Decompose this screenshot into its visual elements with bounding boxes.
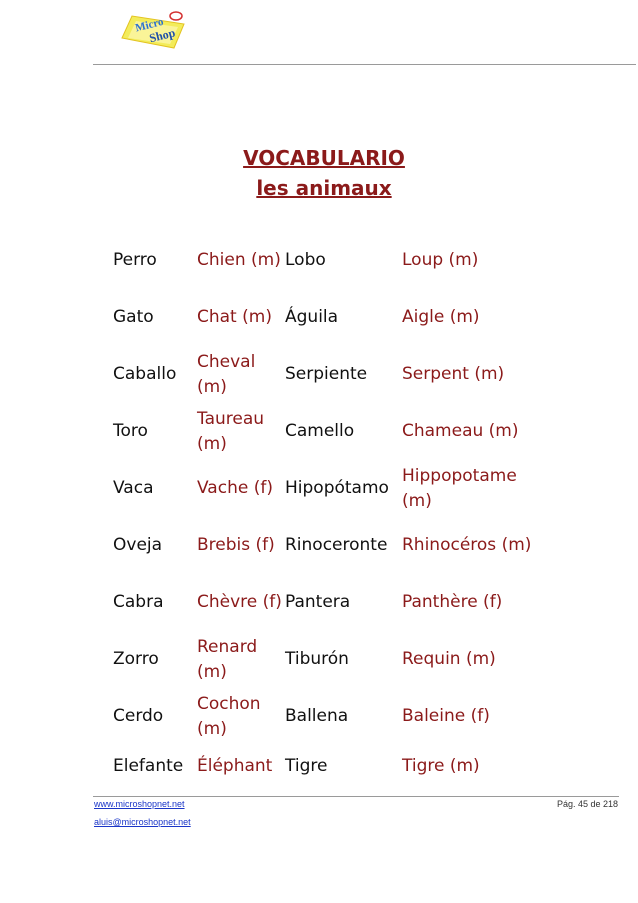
french-word: Panthère (f) (402, 592, 503, 612)
table-row (113, 403, 542, 460)
spanish-word: Águila (285, 307, 339, 327)
page-title: VOCABULARIO (243, 146, 405, 170)
french-word: Chèvre (f) (197, 592, 282, 612)
spanish-word: Caballo (113, 364, 177, 384)
spanish-word: Gato (113, 307, 154, 327)
spanish-word: Camello (285, 421, 355, 441)
table-row (113, 289, 542, 346)
page-subtitle: les animaux (256, 176, 392, 200)
spanish-word: Toro (113, 421, 148, 441)
spanish-word: Tiburón (285, 649, 349, 669)
french-word: Taureau (m) (197, 408, 265, 454)
spanish-word: Vaca (113, 478, 154, 498)
svg-text:Micro: Micro (134, 15, 165, 35)
table-row (113, 460, 542, 517)
table-row (113, 745, 542, 787)
french-word: Renard (m) (197, 636, 258, 682)
spanish-word: Perro (113, 250, 157, 270)
spanish-word: Pantera (285, 592, 351, 612)
french-word: Éléphant (197, 755, 273, 776)
spanish-word: Ballena (285, 706, 349, 726)
french-word: Chien (m) (197, 250, 281, 270)
microshop-logo (118, 8, 188, 52)
spanish-word: Hipopótamo (285, 478, 389, 498)
french-word: Rhinocéros (m) (402, 535, 532, 555)
spanish-word: Elefante (113, 755, 184, 776)
footer-divider (93, 796, 619, 797)
header-divider (93, 64, 636, 65)
website-link[interactable]: www.microshopnet.net (94, 799, 185, 809)
spanish-word: Tigre (285, 755, 328, 776)
french-word: Aigle (m) (402, 307, 480, 327)
french-word: Serpent (m) (402, 364, 505, 384)
french-word: Cheval (m) (197, 351, 256, 397)
french-word: Brebis (f) (197, 535, 275, 555)
table-row (113, 631, 542, 688)
spanish-word: Zorro (113, 649, 159, 669)
table-row (113, 517, 542, 574)
french-word: Chat (m) (197, 307, 272, 327)
french-word: Baleine (f) (402, 706, 490, 726)
french-word: Vache (f) (197, 478, 273, 498)
email-link[interactable]: aluis@microshopnet.net (94, 817, 191, 827)
table-row (113, 574, 542, 631)
page-number: Pág. 45 de 218 (556, 799, 618, 809)
french-word: Cochon (m) (197, 693, 261, 739)
spanish-word: Oveja (113, 535, 163, 555)
french-word: Tigre (m) (402, 755, 480, 776)
svg-text:Shop: Shop (147, 25, 177, 46)
french-word: Requin (m) (402, 649, 496, 669)
french-word: Chameau (m) (402, 421, 519, 441)
table-row (113, 232, 542, 289)
spanish-word: Lobo (285, 250, 326, 270)
spanish-word: Cerdo (113, 706, 164, 726)
table-row (113, 346, 542, 403)
spanish-word: Rinoceronte (285, 535, 388, 555)
vocabulary-table (113, 232, 542, 787)
spanish-word: Cabra (113, 592, 164, 612)
spanish-word: Serpiente (285, 364, 368, 384)
french-word: Loup (m) (402, 250, 479, 270)
table-row (113, 688, 542, 745)
french-word: Hippopotame (m) (402, 465, 517, 511)
